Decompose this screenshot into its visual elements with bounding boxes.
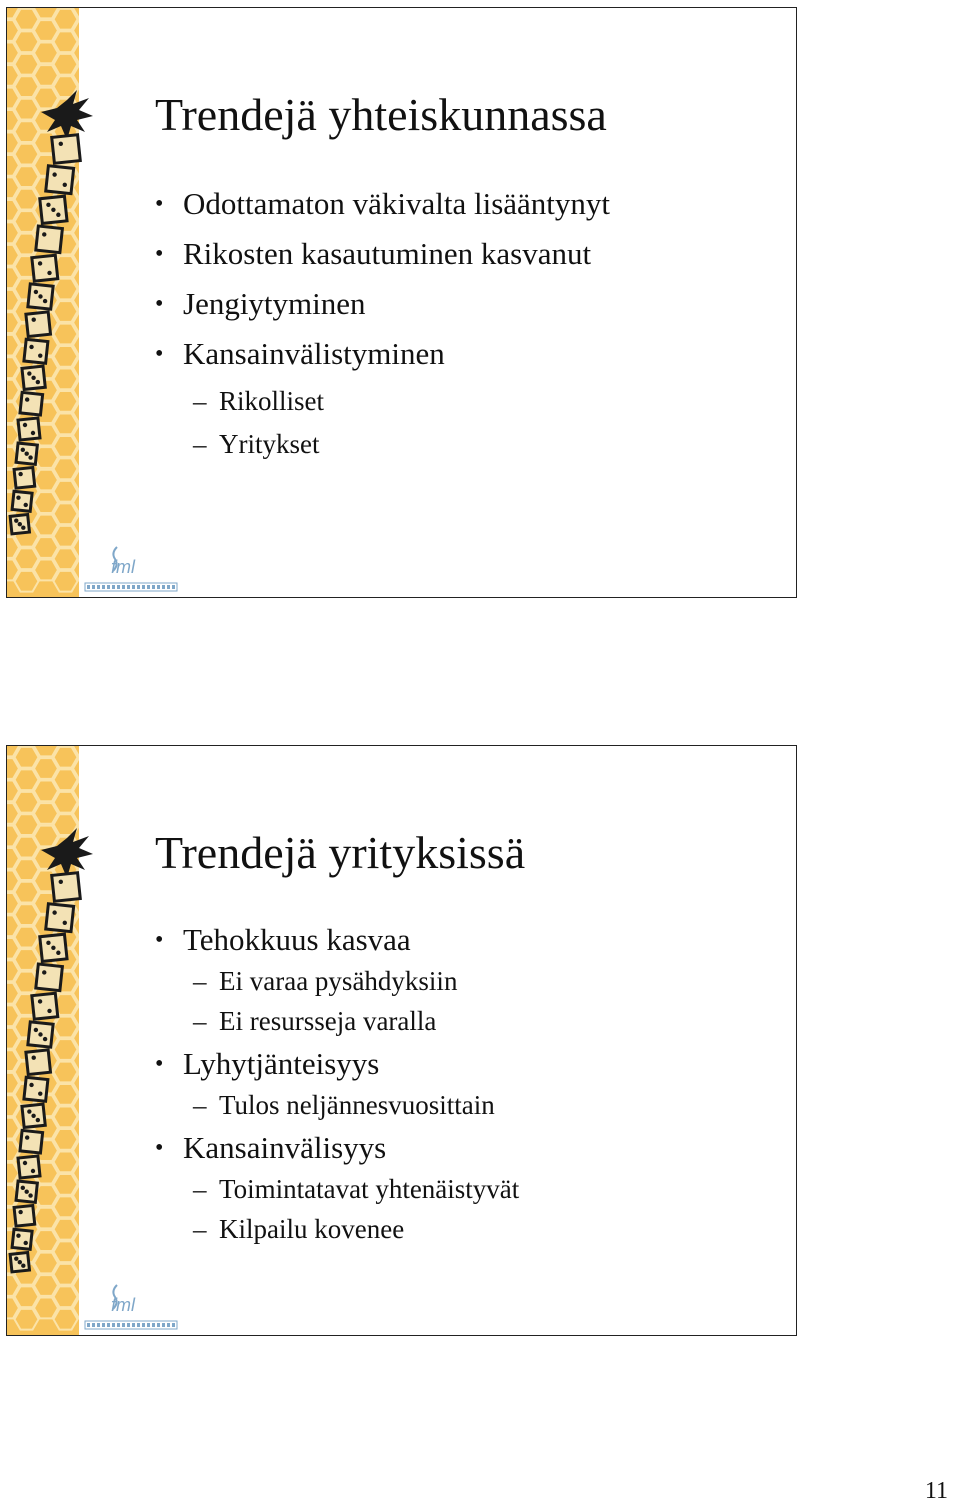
slide-title: Trendejä yhteiskunnassa [155,89,607,140]
sub-item-text: Yritykset [219,429,320,459]
logo-text: fml [111,1295,135,1315]
bullet-item [153,1128,519,1168]
slide-title: Trendejä yrityksissä [155,827,526,878]
slide-2 [6,745,797,1336]
bullet-item [153,1044,519,1084]
slide-1 [6,7,797,598]
bullet-marker: • [155,191,164,217]
sub-item [153,1004,519,1038]
sub-item-text: Ei resursseja varalla [219,1006,437,1036]
bullet-marker: • [155,1135,164,1161]
bullet-marker: • [155,927,164,953]
sub-item-text: Toimintatavat yhtenäistyvät [219,1174,520,1204]
dash-marker: – [193,1214,207,1244]
sub-item-text: Rikolliset [219,386,325,416]
sub-item [153,384,610,418]
bullet-text: Rikosten kasautuminen kasvanut [183,236,592,271]
dash-marker: – [193,386,207,416]
bullet-marker: • [155,291,164,317]
dash-marker: – [193,966,207,996]
bullet-list [153,920,519,1252]
dash-marker: – [193,1090,207,1120]
bullet-item [153,234,610,274]
sub-item-text: Ei varaa pysähdyksiin [219,966,458,996]
fml-logo [81,1281,181,1333]
sub-item-text: Kilpailu kovenee [219,1214,405,1244]
bullet-text: Kansainvälistyminen [183,336,445,371]
bullet-marker: • [155,241,164,267]
bullet-text: Jengiytyminen [183,286,366,321]
sub-item-text: Tulos neljännesvuosittain [219,1090,495,1120]
bullet-text: Lyhytjänteisyys [183,1046,380,1081]
sub-item [153,1172,519,1206]
dash-marker: – [193,1006,207,1036]
bullet-text: Odottamaton väkivalta lisääntynyt [183,186,611,221]
bullet-text: Tehokkuus kasvaa [183,922,411,957]
dash-marker: – [193,429,207,459]
bullet-list [153,184,610,470]
logo-text: fml [111,557,135,577]
dash-marker: – [193,1174,207,1204]
sub-item [153,964,519,998]
bullet-text: Kansainvälisyys [183,1130,387,1165]
sub-item [153,427,610,461]
dice-figure-decoration [7,8,107,597]
dice-figure-decoration [7,746,107,1335]
bullet-item [153,334,610,374]
sub-item [153,1212,519,1246]
bullet-marker: • [155,1051,164,1077]
bullet-item [153,920,519,960]
fml-logo [81,543,181,595]
bullet-marker: • [155,341,164,367]
page-number: 11 [924,1478,948,1504]
bullet-item [153,184,610,224]
bullet-item [153,284,610,324]
sub-item [153,1088,519,1122]
